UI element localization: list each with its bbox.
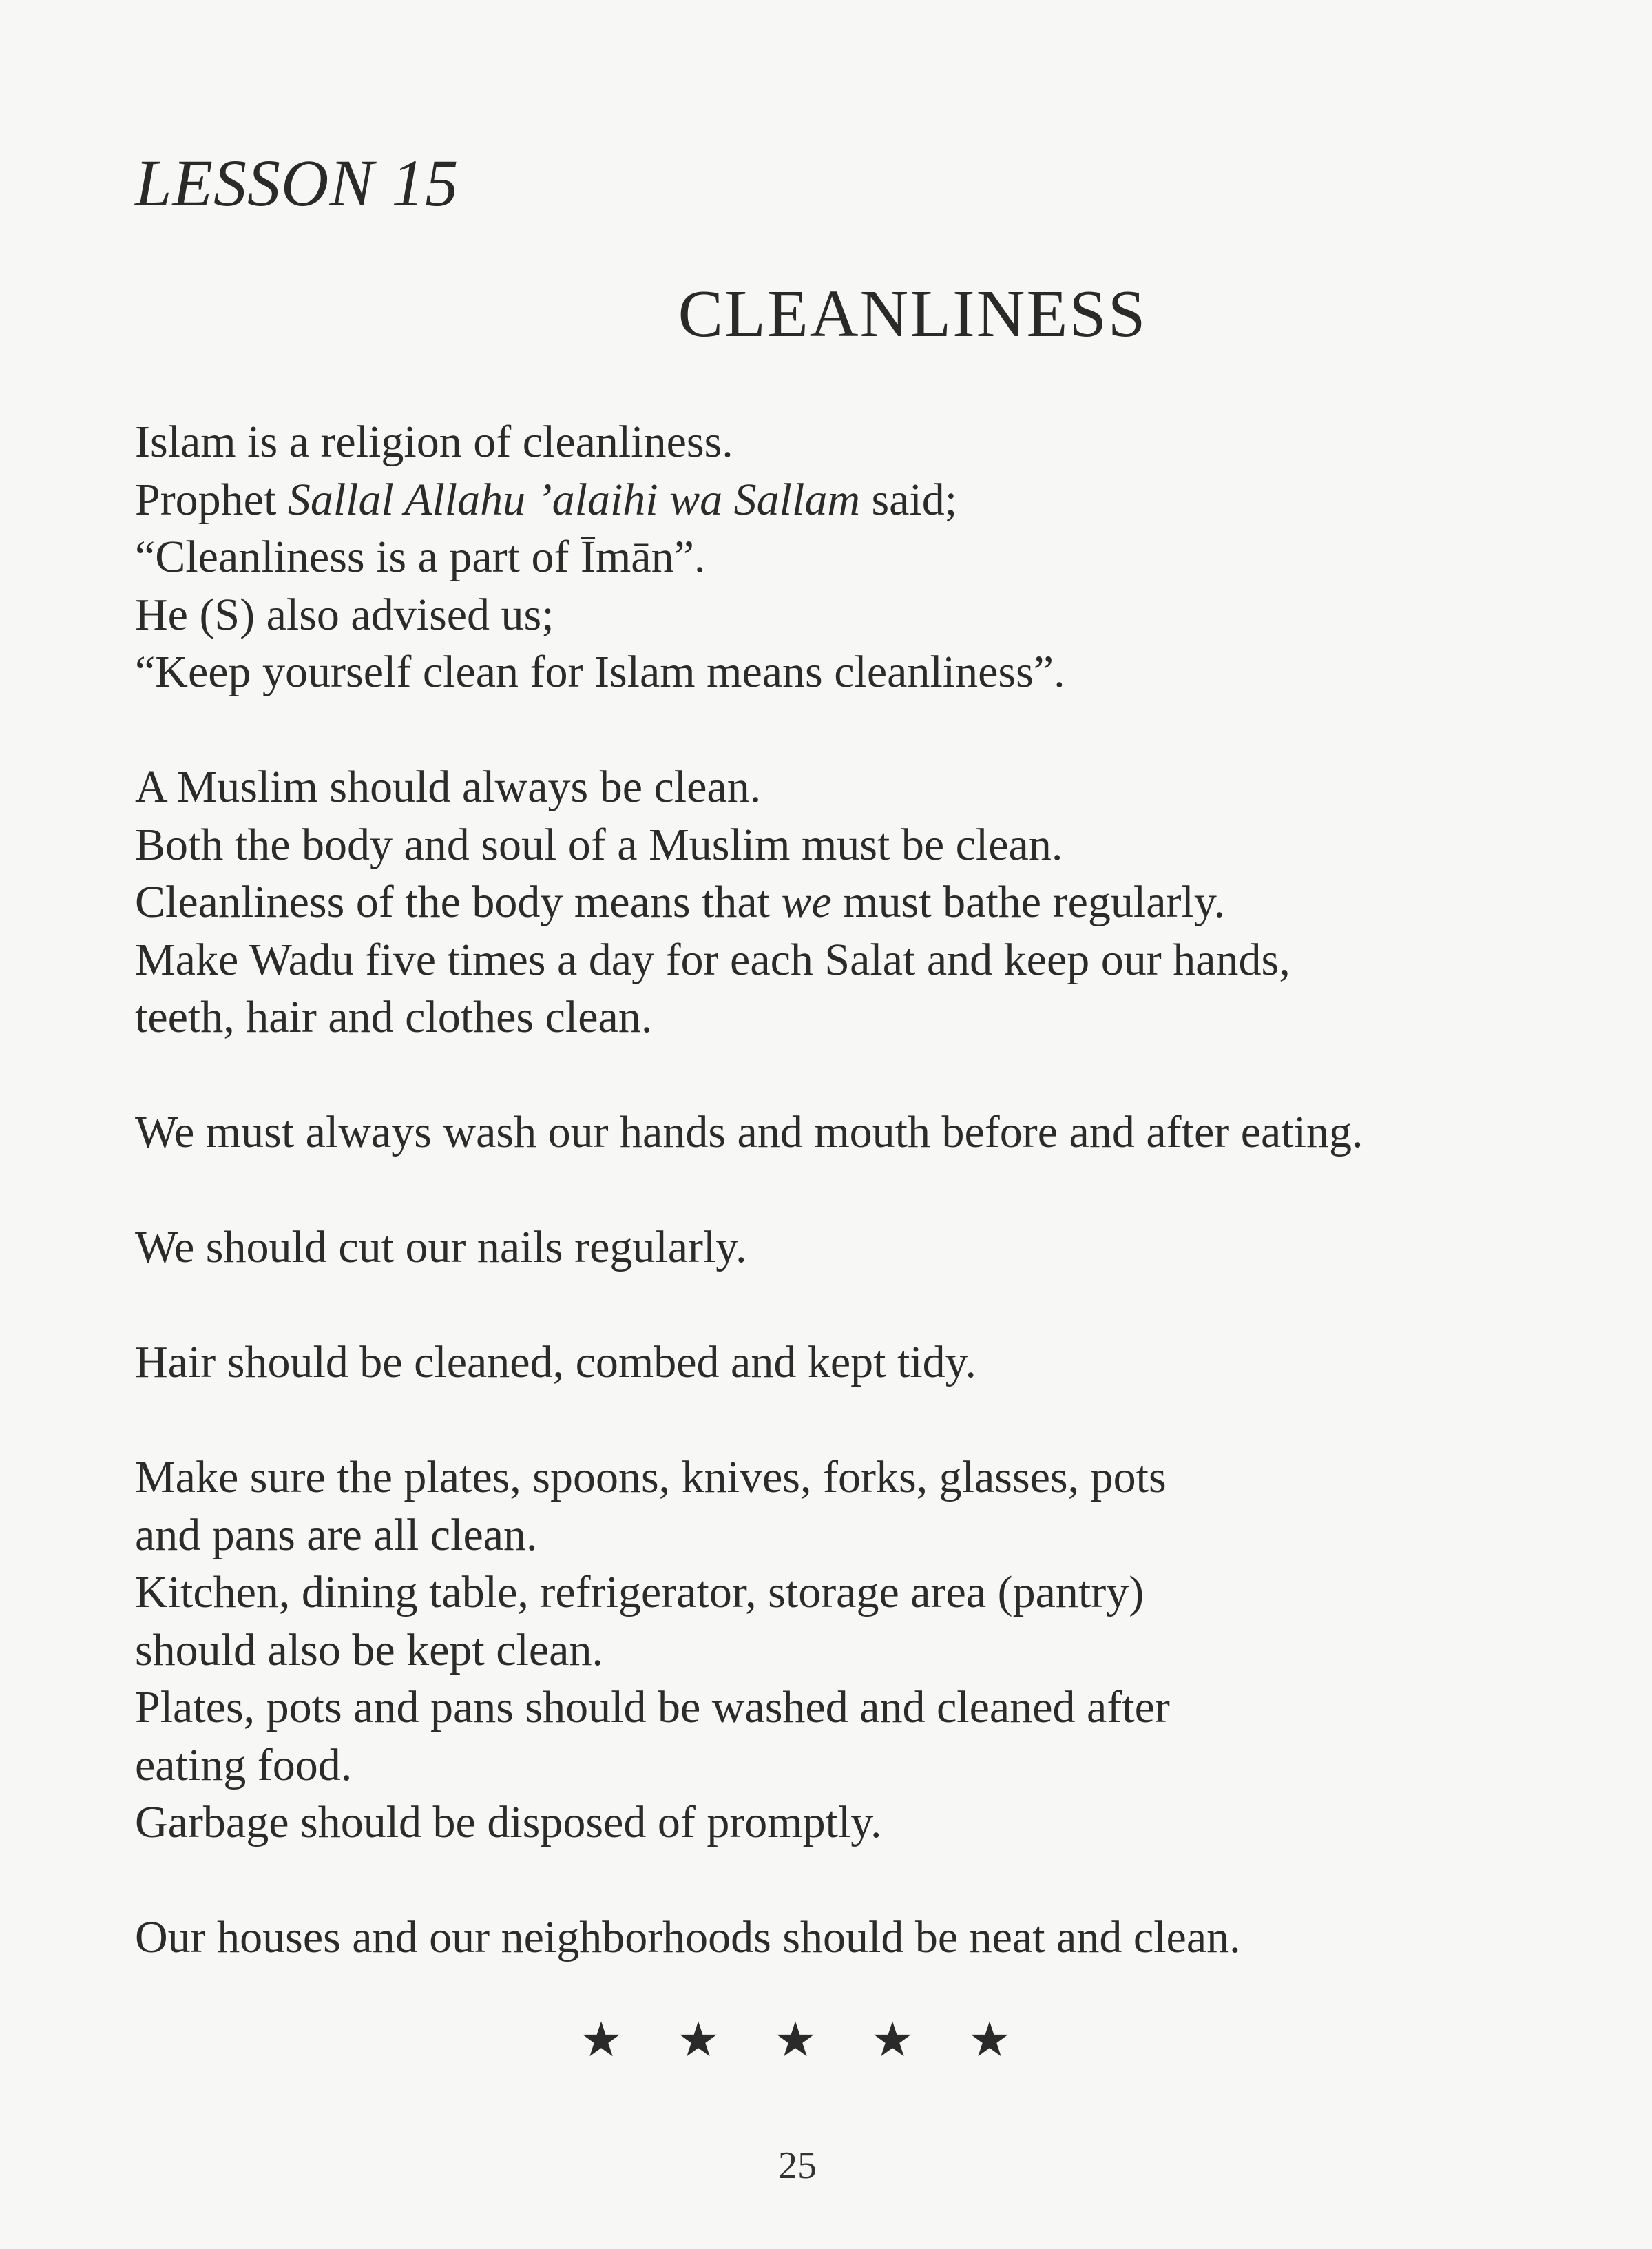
text-line: “Keep yourself clean for Islam means cleanliness”. [135,647,1065,697]
text-span: must bathe regularly. [831,877,1226,927]
text-line: Make sure the plates, spoons, knives, forks, glasses, pots [135,1452,1167,1502]
text-line: “Cleanliness is a part of Īmān”. [135,532,706,582]
text-line: Garbage should be disposed of promptly. [135,1797,882,1847]
text-line: Both the body and soul of a Muslim must be clean. [135,819,1063,870]
text-line: Plates, pots and pans should be washed and cleaned after [135,1682,1170,1732]
text-line: should also be kept clean. [135,1624,603,1675]
text-span: Prophet [135,474,288,525]
text-line: Our houses and our neighborhoods should be neat and clean. [135,1912,1241,1962]
paragraph-gap [135,1161,1643,1219]
emphasis-italic: we [781,877,832,927]
text-line: Hair should be cleaned, combed and kept tidy. [135,1337,976,1387]
page-title: CLEANLINESS [678,277,1147,351]
text-line: Make Wadu five times a day for each Salat and keep our hands, [135,934,1290,985]
lesson-label: LESSON 15 [135,146,459,220]
paragraph-gap [135,701,1643,759]
text-span: Cleanliness of the body means that [135,877,782,927]
text-line: eating food. [135,1739,353,1790]
text-line: teeth, hair and clothes clean. [135,992,653,1042]
text-line [135,471,1643,529]
text-line [135,873,1643,931]
text-line: Islam is a religion of cleanliness. [135,417,733,467]
text-line: He (S) also advised us; [135,589,554,640]
text-line: Kitchen, dining table, refrigerator, storage area (pantry) [135,1567,1144,1617]
text-line: and pans are all clean. [135,1509,538,1560]
page-number: 25 [778,2144,817,2187]
paragraph-gap [135,1046,1643,1104]
text-line: We should cut our nails regularly. [135,1222,747,1272]
paragraph-gap [135,1852,1643,1909]
text-line: A Muslim should always be clean. [135,762,762,812]
honorific-italic: Sallal Allahu ’alaihi wa Sallam [287,474,860,525]
star-divider: ★ ★ ★ ★ ★ [579,2011,1012,2068]
text-span: said; [859,474,958,525]
text-line: We must always wash our hands and mouth before and after eating. [135,1107,1363,1157]
lesson-body [135,413,1643,1967]
paragraph-gap [135,1391,1643,1449]
paragraph-gap [135,1276,1643,1334]
